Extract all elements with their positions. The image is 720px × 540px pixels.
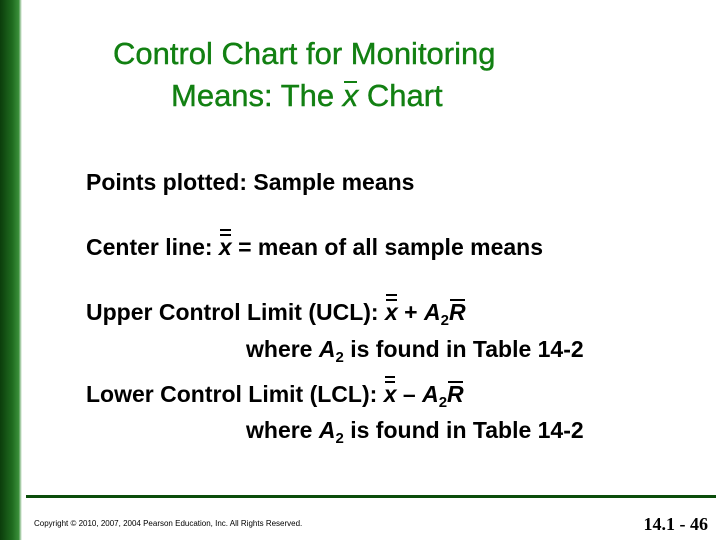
lcl-x-double-bar-symbol: x xyxy=(383,381,397,407)
lcl-a-symbol: A xyxy=(422,381,439,407)
points-plotted-line: Points plotted: Sample means xyxy=(86,169,415,195)
center-line-line xyxy=(86,233,543,261)
lcl-formula-line xyxy=(86,380,464,411)
lcl-r-bar-symbol: R xyxy=(447,381,464,407)
center-line-label: Center line: xyxy=(86,234,219,260)
lcl-operator: – xyxy=(396,381,423,407)
copyright-notice: Copyright © 2010, 2007, 2004 Pearson Education, Inc. All Rights Reserved. xyxy=(34,519,303,528)
lcl-where-subscript: 2 xyxy=(335,430,344,447)
ucl-x-double-bar-symbol: x xyxy=(384,299,398,325)
lcl-where-a-symbol: A xyxy=(318,417,336,443)
ucl-a-subscript: 2 xyxy=(440,312,449,329)
lcl-where-prefix: where xyxy=(246,417,319,443)
ucl-where-text: is found in Table 14-2 xyxy=(343,336,584,362)
ucl-r-bar-symbol: R xyxy=(448,299,466,325)
ucl-where-prefix: where xyxy=(246,336,319,362)
center-line-text: = mean of all sample means xyxy=(231,234,543,260)
ucl-where-line xyxy=(246,335,584,366)
ucl-formula-line xyxy=(86,298,466,329)
lcl-where-line xyxy=(246,416,584,447)
ucl-where-subscript: 2 xyxy=(335,349,344,366)
x-double-bar-symbol: x xyxy=(218,234,232,260)
lcl-where-text: is found in Table 14-2 xyxy=(343,417,584,443)
sidebar-bar xyxy=(0,0,22,540)
ucl-where-a-symbol: A xyxy=(318,336,336,362)
title-suffix: Chart xyxy=(358,78,443,113)
x-bar-symbol: x xyxy=(342,78,359,113)
slide-number: 14.1 - 46 xyxy=(643,514,708,534)
footer-divider xyxy=(26,495,716,498)
lcl-a-subscript: 2 xyxy=(438,394,448,411)
slide-title-line-2 xyxy=(171,78,443,114)
ucl-operator: + xyxy=(397,299,424,325)
lcl-label: Lower Control Limit (LCL): xyxy=(86,381,384,407)
title-prefix: Means: The xyxy=(171,78,343,113)
ucl-a-symbol: A xyxy=(423,299,441,325)
ucl-label: Upper Control Limit (UCL): xyxy=(86,299,385,325)
slide-title-line-1: Control Chart for Monitoring xyxy=(113,36,496,71)
